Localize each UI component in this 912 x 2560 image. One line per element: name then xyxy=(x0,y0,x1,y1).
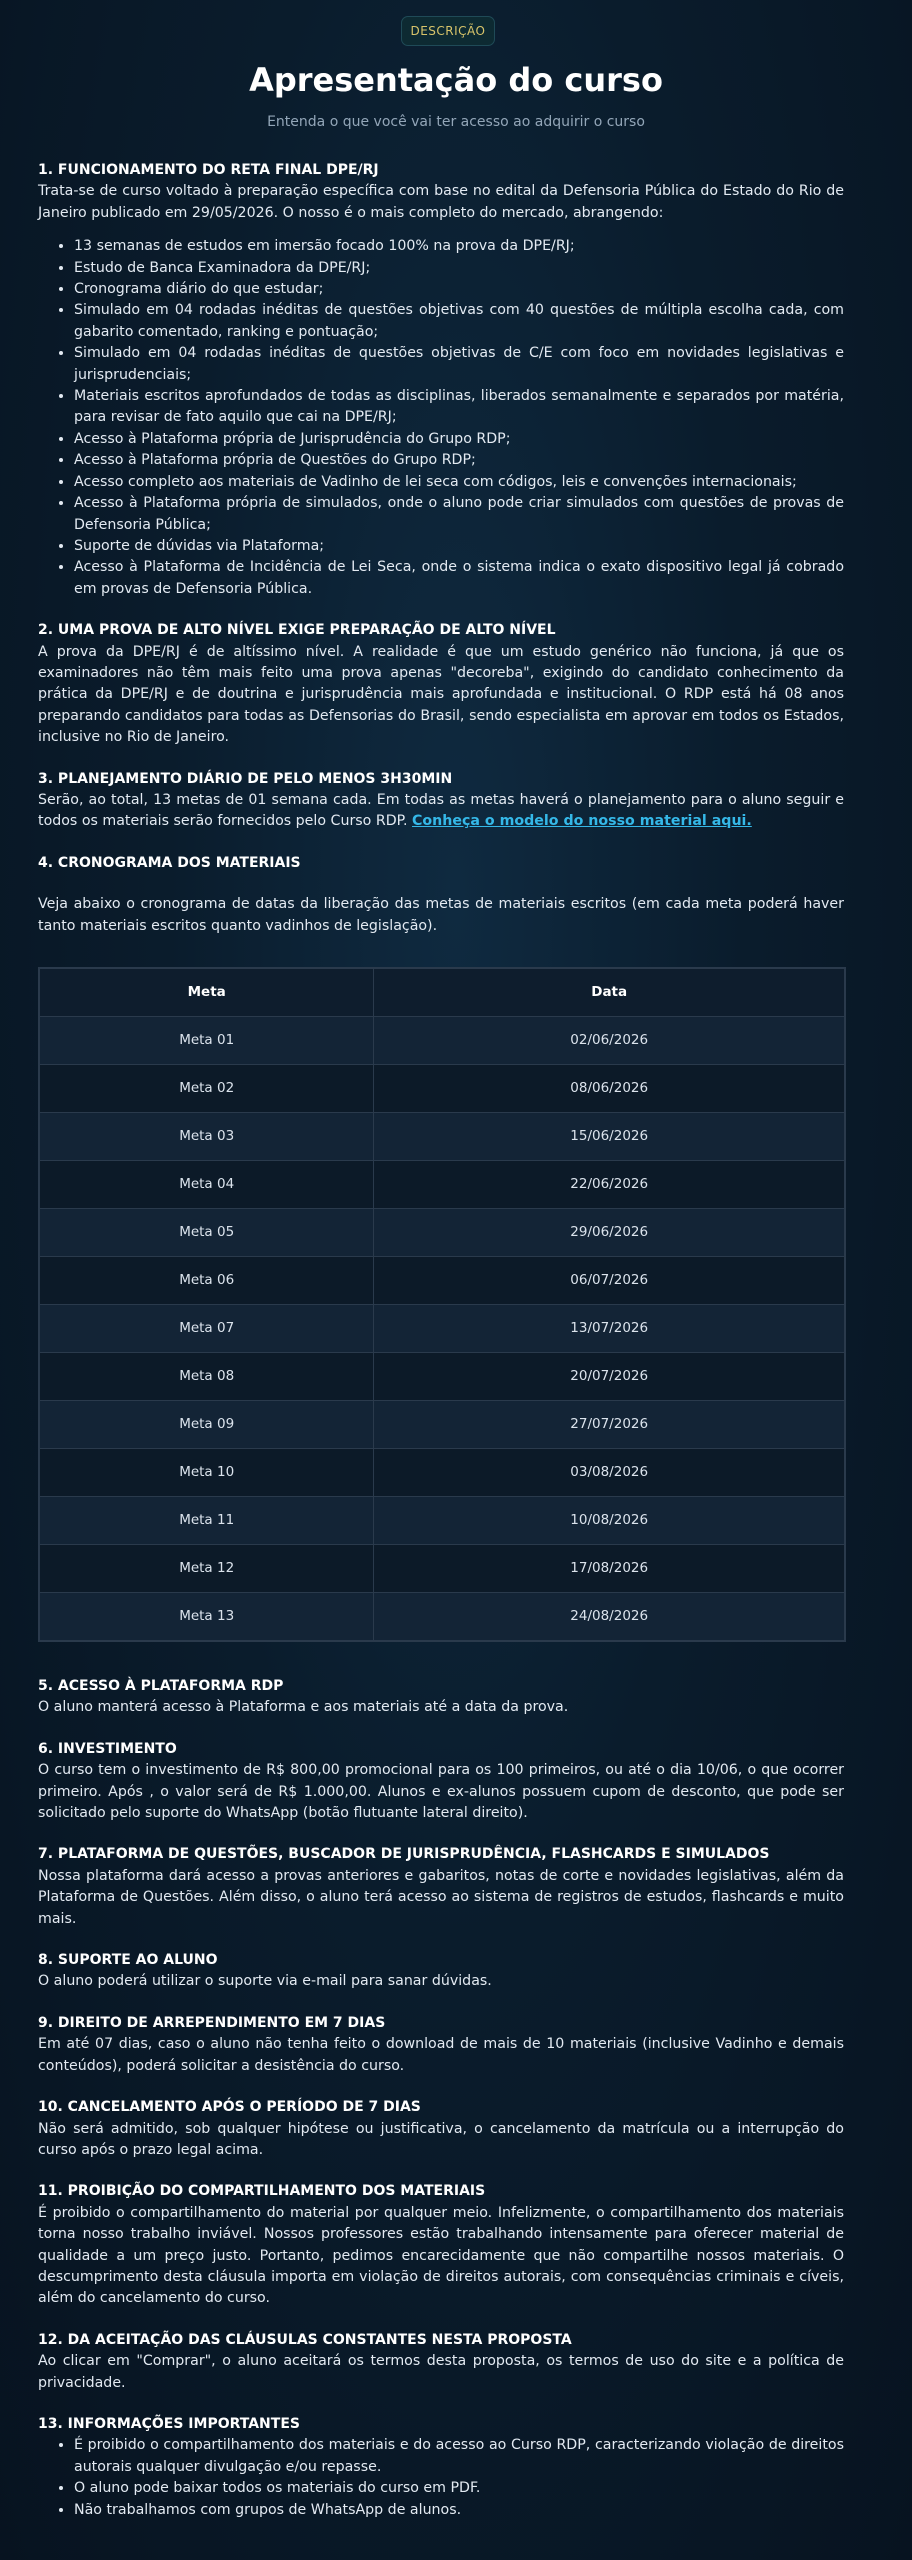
section-text xyxy=(38,790,844,833)
list-item: • Simulado em 04 rodadas inéditas de questões objetivas com 40 questões de múltipla escolha cada, com gabarito comentado, ranking e pontuação; xyxy=(74,300,844,343)
section-text: Nossa plataforma dará acesso a provas anteriores e gabaritos, notas de corte e novidades legislativas, além da Plataforma de Questões. Além disso, o aluno terá acesso ao sistema de registros de estudos, flashcards e muito mais. xyxy=(38,1867,844,1927)
section-text: Em até 07 dias, caso o aluno não tenha feito o download de mais de 10 materiais (inclusive Vadinho e demais conteúdos), poderá solicitar a desistência do curso. xyxy=(38,2036,844,2074)
section-heading: 6. INVESTIMENTO xyxy=(38,1740,177,1757)
date-cell: 20/07/2026 xyxy=(374,1353,845,1401)
features-list xyxy=(38,236,844,600)
material-model-link[interactable]: Conheça o modelo do nosso material aqui. xyxy=(412,813,752,830)
meta-cell: Meta 01 xyxy=(40,1017,374,1065)
section-text: Ao clicar em "Comprar", o aluno aceitará os termos desta proposta, os termos de uso do site e a política de privacidade. xyxy=(38,2353,844,2391)
meta-cell: Meta 13 xyxy=(40,1593,374,1641)
table-row xyxy=(40,1449,845,1497)
date-cell: 22/06/2026 xyxy=(374,1161,845,1209)
list-item: • É proibido o compartilhamento dos materiais e do acesso ao Curso RDP, caracterizando violação de direitos autorais qualquer divulgação e/ou repasse. xyxy=(74,2435,844,2478)
list-item: • Estudo de Banca Examinadora da DPE/RJ; xyxy=(74,258,844,279)
section-text-body: Serão, ao total, 13 metas de 01 semana cada. Em todas as metas haverá o planejamento para o aluno seguir e todos os materiais serão fornecidos pelo Curso RDP. xyxy=(38,791,844,830)
section-heading: 4. CRONOGRAMA DOS MATERIAIS xyxy=(38,854,301,871)
section-text: Trata-se de curso voltado à preparação específica com base no edital da Defensoria Pública do Estado do Rio de Janeiro publicado em 29/05/2026. O nosso é o mais completo do mercado, abrangendo: xyxy=(38,183,844,221)
column-header-data: Data xyxy=(374,969,845,1017)
section-heading: 12. DA ACEITAÇÃO DAS CLÁUSULAS CONSTANTES NESTA PROPOSTA xyxy=(38,2331,572,2348)
list-item: • Cronograma diário do que estudar; xyxy=(74,279,844,300)
section-11 xyxy=(38,2181,844,2309)
section-8 xyxy=(38,1950,844,1993)
meta-cell: Meta 05 xyxy=(40,1209,374,1257)
list-item: • Acesso à Plataforma própria de Jurisprudência do Grupo RDP; xyxy=(74,429,844,450)
section-4 xyxy=(38,853,844,1642)
date-cell: 10/08/2026 xyxy=(374,1497,845,1545)
date-cell: 02/06/2026 xyxy=(374,1017,845,1065)
section-text: O curso tem o investimento de R$ 800,00 promocional para os 100 primeiros, ou até o dia 10/06, o que ocorrer primeiro. Após , o valor será de R$ 1.000,00. Alunos e ex-alunos possuem cupom de desconto, que pode ser solicitado pelo suporte do WhatsApp (botão flutuante lateral direito). xyxy=(38,1762,844,1822)
table-row xyxy=(40,1017,845,1065)
important-info-list xyxy=(38,2435,844,2521)
section-text: Não será admitido, sob qualquer hipótese ou justificativa, o cancelamento da matrícula ou a interrupção do curso após o prazo legal acima. xyxy=(38,2120,844,2158)
section-3 xyxy=(38,769,844,833)
section-text: O aluno poderá utilizar o suporte via e-mail para sanar dúvidas. xyxy=(38,1973,492,1990)
page-subtitle: Entenda o que você vai ter acesso ao adquirir o curso xyxy=(267,114,645,130)
section-6 xyxy=(38,1739,844,1825)
meta-cell: Meta 09 xyxy=(40,1401,374,1449)
table-row xyxy=(40,1497,845,1545)
page-title: Apresentação do curso xyxy=(249,61,663,99)
meta-cell: Meta 06 xyxy=(40,1257,374,1305)
section-10 xyxy=(38,2097,844,2161)
section-5 xyxy=(38,1676,844,1719)
list-item: • 13 semanas de estudos em imersão focado 100% na prova da DPE/RJ; xyxy=(74,236,844,257)
table-row xyxy=(40,1257,845,1305)
meta-cell: Meta 08 xyxy=(40,1353,374,1401)
date-cell: 03/08/2026 xyxy=(374,1449,845,1497)
meta-cell: Meta 03 xyxy=(40,1113,374,1161)
list-item: • Acesso à Plataforma própria de Questões do Grupo RDP; xyxy=(74,450,844,471)
table-row xyxy=(40,1545,845,1593)
list-item: • Materiais escritos aprofundados de todas as disciplinas, liberados semanalmente e separados por matéria, para revisar de fato aquilo que cai na DPE/RJ; xyxy=(74,386,844,429)
section-heading: 2. UMA PROVA DE ALTO NÍVEL EXIGE PREPARAÇÃO DE ALTO NÍVEL xyxy=(38,622,556,639)
section-heading: 3. PLANEJAMENTO DIÁRIO DE PELO MENOS 3H30MIN xyxy=(38,770,453,787)
list-item: • Suporte de dúvidas via Plataforma; xyxy=(74,536,844,557)
date-cell: 17/08/2026 xyxy=(374,1545,845,1593)
section-text: É proibido o compartilhamento do material por qualquer meio. Infelizmente, o compartilhamento dos materiais torna nosso trabalho inviável. Nossos professores estão trabalhando intensamente para oferecer material de qualidade a um preço justo. Portanto, pedimos encarecidamente que não compartilhe nossos materiais. O descumprimento desta cláusula importa em violação de direitos autorais, com consequências criminais e cíveis, além do cancelamento do curso. xyxy=(38,2204,844,2307)
section-heading: 11. PROIBIÇÃO DO COMPARTILHAMENTO DOS MATERIAIS xyxy=(38,2183,486,2200)
list-item: • Acesso à Plataforma de Incidência de Lei Seca, onde o sistema indica o exato dispositivo legal já cobrado em provas de Defensoria Pública. xyxy=(74,557,844,600)
list-item: • Simulado em 04 rodadas inéditas de questões objetivas de C/E com foco em novidades legislativas e jurisprudenciais; xyxy=(74,343,844,386)
table-row xyxy=(40,1353,845,1401)
section-heading: 9. DIREITO DE ARREPENDIMENTO EM 7 DIAS xyxy=(38,2014,386,2031)
course-description xyxy=(38,160,844,2521)
section-text: A prova da DPE/RJ é de altíssimo nível. A realidade é que um estudo genérico não funciona, já que os examinadores não têm mais feito uma prova apenas "decoreba", exigindo do candidato conhecimento da prática da DPE/RJ e de doutrina e jurisprudência mais aprofundada e institucional. O RDP está há 08 anos preparando candidatos para todas as Defensorias do Brasil, sendo especialista em aprovar em todos os Estados, inclusive no Rio de Janeiro. xyxy=(38,643,844,746)
section-1 xyxy=(38,160,844,600)
table-row xyxy=(40,1593,845,1641)
section-9 xyxy=(38,2013,844,2077)
table-row xyxy=(40,1305,845,1353)
date-cell: 15/06/2026 xyxy=(374,1113,845,1161)
section-text: Veja abaixo o cronograma de datas da liberação das metas de materiais escritos (em cada meta poderá haver tanto materiais escritos quanto vadinhos de legislação). xyxy=(38,896,844,934)
section-heading: 1. FUNCIONAMENTO DO RETA FINAL DPE/RJ xyxy=(38,162,379,178)
date-cell: 08/06/2026 xyxy=(374,1065,845,1113)
date-cell: 27/07/2026 xyxy=(374,1401,845,1449)
section-heading: 7. PLATAFORMA DE QUESTÕES, BUSCADOR DE JURISPRUDÊNCIA, FLASHCARDS E SIMULADOS xyxy=(38,1846,770,1863)
table-row xyxy=(40,1065,845,1113)
table-row xyxy=(40,1161,845,1209)
section-2 xyxy=(38,620,844,748)
meta-cell: Meta 02 xyxy=(40,1065,374,1113)
date-cell: 06/07/2026 xyxy=(374,1257,845,1305)
list-item: • Acesso completo aos materiais de Vadinho de lei seca com códigos, leis e convenções internacionais; xyxy=(74,472,844,493)
meta-cell: Meta 12 xyxy=(40,1545,374,1593)
meta-cell: Meta 11 xyxy=(40,1497,374,1545)
section-heading: 10. CANCELAMENTO APÓS O PERÍODO DE 7 DIAS xyxy=(38,2099,421,2116)
section-heading: 8. SUPORTE AO ALUNO xyxy=(38,1952,218,1969)
date-cell: 29/06/2026 xyxy=(374,1209,845,1257)
table-row xyxy=(40,1401,845,1449)
date-cell: 13/07/2026 xyxy=(374,1305,845,1353)
section-12 xyxy=(38,2330,844,2394)
section-7 xyxy=(38,1844,844,1930)
table-row xyxy=(40,1113,845,1161)
meta-cell: Meta 10 xyxy=(40,1449,374,1497)
section-13 xyxy=(38,2414,844,2521)
section-heading: 5. ACESSO À PLATAFORMA RDP xyxy=(38,1678,284,1694)
meta-cell: Meta 04 xyxy=(40,1161,374,1209)
schedule-table xyxy=(38,967,846,1642)
description-badge: DESCRIÇÃO xyxy=(401,16,495,46)
list-item: • Não trabalhamos com grupos de WhatsApp de alunos. xyxy=(74,2500,844,2521)
section-text: O aluno manterá acesso à Plataforma e aos materiais até a data da prova. xyxy=(38,1699,569,1716)
list-item: • Acesso à Plataforma própria de simulados, onde o aluno pode criar simulados com questões de provas de Defensoria Pública; xyxy=(74,493,844,536)
table-row xyxy=(40,1209,845,1257)
meta-cell: Meta 07 xyxy=(40,1305,374,1353)
list-item: • O aluno pode baixar todos os materiais do curso em PDF. xyxy=(74,2478,844,2499)
section-heading: 13. INFORMAÇÕES IMPORTANTES xyxy=(38,2415,300,2432)
table-header-row xyxy=(40,969,845,1017)
column-header-meta: Meta xyxy=(40,969,374,1017)
date-cell: 24/08/2026 xyxy=(374,1593,845,1641)
